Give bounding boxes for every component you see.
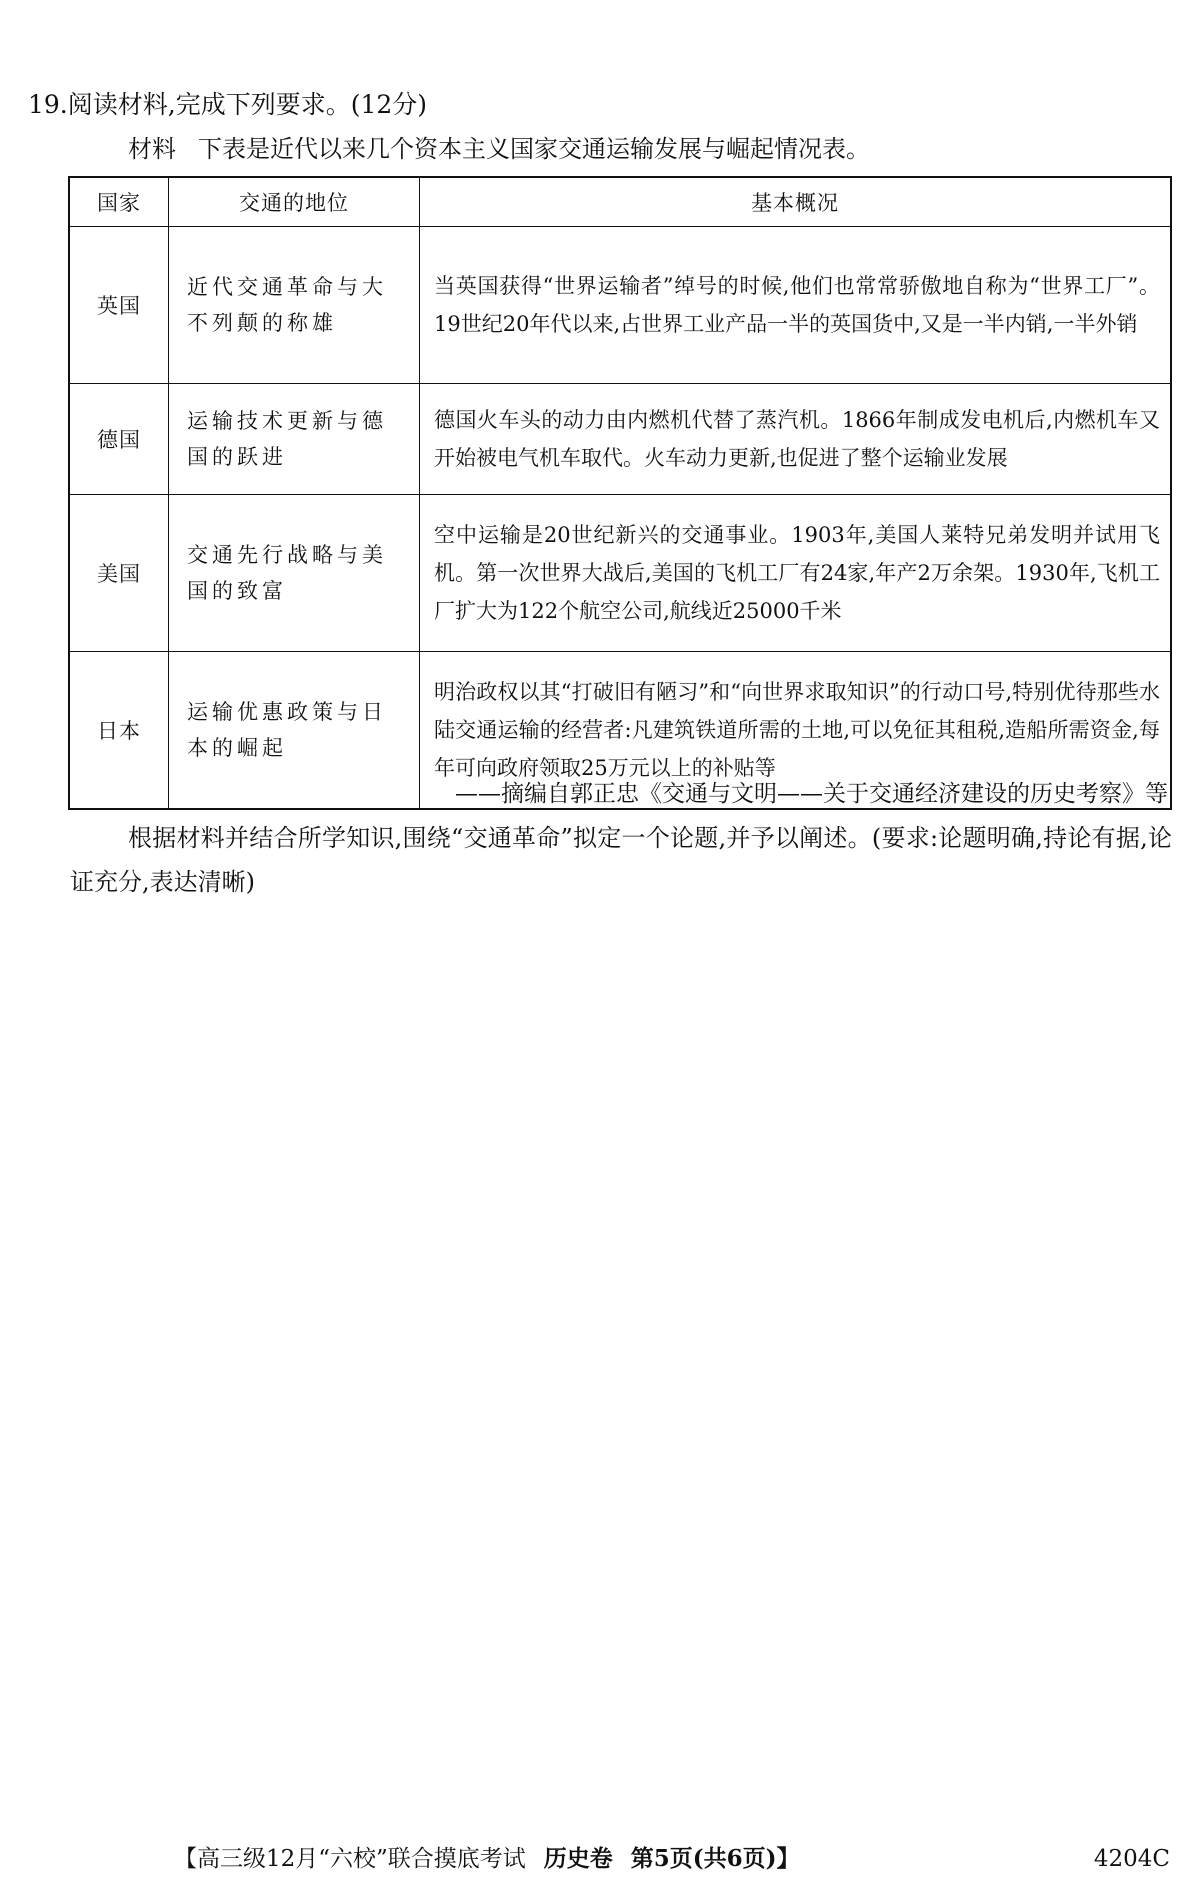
transport-table bbox=[68, 176, 1172, 810]
header-country: 国家 bbox=[69, 177, 169, 227]
cell-country: 美国 bbox=[69, 495, 169, 652]
footer-exam-title: 【高三级12月“六校”联合摸底考试 bbox=[174, 1846, 526, 1872]
table-row bbox=[69, 495, 1171, 652]
table-header-row bbox=[69, 177, 1171, 227]
header-overview: 基本概况 bbox=[420, 177, 1172, 227]
cell-overview: 空中运输是20世纪新兴的交通事业。1903年,美国人莱特兄弟发明并试用飞机。第一次世界大战后,美国的飞机工厂有24家,年产2万余架。1930年,飞机工厂扩大为122个航空公司,航线近25000千米 bbox=[420, 495, 1172, 652]
table-row bbox=[69, 384, 1171, 495]
cell-country: 德国 bbox=[69, 384, 169, 495]
paper-code: 4204C bbox=[1093, 1846, 1170, 1872]
cell-overview: 明治政权以其“打破旧有陋习”和“向世界求取知识”的行动口号,特别优待那些水陆交通运输的经营者:凡建筑铁道所需的土地,可以免征其租税,造船所需资金,每年可向政府领取25万元以上的补贴等 bbox=[420, 652, 1172, 810]
task-instruction: 根据材料并结合所学知识,围绕“交通革命”拟定一个论题,并予以阐述。(要求:论题明确,持论有据,论证充分,表达清晰) bbox=[70, 824, 1172, 896]
header-status: 交通的地位 bbox=[169, 177, 420, 227]
footer-subject: 历史卷 bbox=[543, 1846, 613, 1872]
cell-overview: 德国火车头的动力由内燃机代替了蒸汽机。1866年制成发电机后,内燃机车又开始被电气机车取代。火车动力更新,也促进了整个运输业发展 bbox=[420, 384, 1172, 495]
footer-page-number: 第5页(共6页)】 bbox=[630, 1845, 800, 1872]
cell-overview: 当英国获得“世界运输者”绰号的时候,他们也常常骄傲地自称为“世界工厂”。19世纪20年代以来,占世界工业产品一半的英国货中,又是一半内销,一半外销 bbox=[420, 227, 1172, 384]
table-row bbox=[69, 227, 1171, 384]
source-citation: ——摘编自郭正忠《交通与文明——关于交通经济建设的历史考察》等 bbox=[455, 781, 1168, 807]
page-footer bbox=[174, 1844, 800, 1874]
cell-status: 近代交通革命与大不列颠的称雄 bbox=[169, 227, 420, 384]
material-label: 材料 bbox=[128, 135, 176, 163]
cell-status: 交通先行战略与美国的致富 bbox=[169, 495, 420, 652]
material-text: 下表是近代以来几个资本主义国家交通运输发展与崛起情况表。 bbox=[198, 135, 870, 163]
cell-status: 运输优惠政策与日本的崛起 bbox=[169, 652, 420, 810]
material-intro bbox=[128, 132, 870, 166]
question-title: 19.阅读材料,完成下列要求。(12分) bbox=[28, 90, 428, 119]
cell-status: 运输技术更新与德国的跃进 bbox=[169, 384, 420, 495]
cell-country: 英国 bbox=[69, 227, 169, 384]
cell-country: 日本 bbox=[69, 652, 169, 810]
